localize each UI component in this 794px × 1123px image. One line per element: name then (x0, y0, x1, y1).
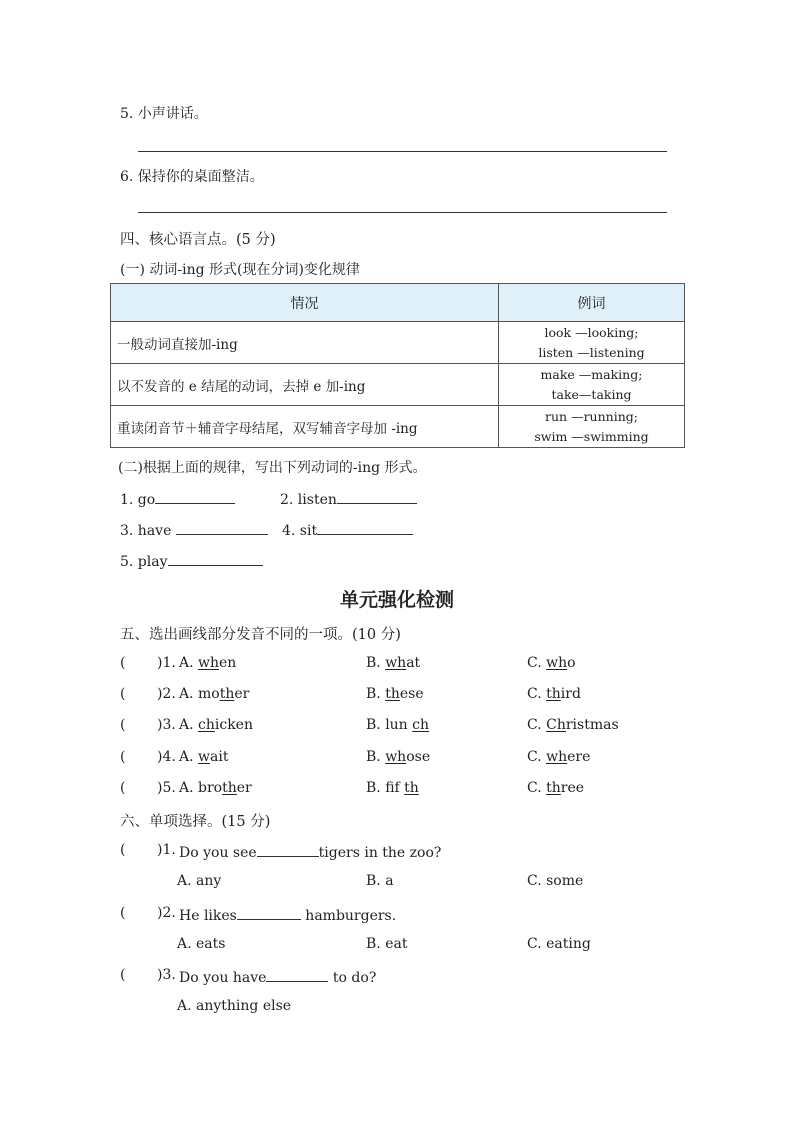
option-a[interactable]: A. brother (179, 780, 252, 796)
answer-blank[interactable] (257, 842, 319, 857)
translation-q6: 6. 保持你的桌面整洁。 (120, 169, 264, 185)
option-a[interactable]: A. wait (179, 749, 229, 765)
paren-open: ( (120, 749, 126, 765)
unit-title: 单元强化检测 (339, 589, 454, 611)
option-b[interactable]: B. what (366, 655, 421, 671)
option-c[interactable]: C. where (527, 749, 591, 765)
option-a[interactable]: A. chicken (179, 717, 253, 733)
question-stem: He likes hamburgers. (179, 905, 396, 924)
option-a[interactable]: A. eats (177, 936, 226, 952)
option-c[interactable]: C. some (527, 873, 584, 889)
table-header-row (111, 284, 685, 322)
question-number: )2. (157, 905, 176, 921)
section5-title: 五、选出画线部分发音不同的一项。(10 分) (120, 627, 401, 643)
option-c[interactable]: C. who (527, 655, 576, 671)
question-number: )5. (157, 780, 176, 796)
rule-situation: 重读闭音节＋辅音字母结尾，双写辅音字母加 -ing (111, 406, 499, 448)
ing-exercise-1 (120, 489, 235, 508)
example-line: make —making; (540, 366, 643, 382)
header-situation: 情况 (111, 284, 499, 322)
option-b[interactable]: B. these (366, 686, 424, 702)
option-b[interactable]: B. a (366, 873, 394, 889)
paren-open: ( (120, 842, 126, 858)
option-b[interactable]: B. whose (366, 749, 431, 765)
example-line: look —looking; (544, 324, 639, 340)
question-stem: Do you see tigers in the zoo? (179, 842, 441, 861)
option-b[interactable]: B. lun ch (366, 717, 430, 733)
ing-exercise-2 (280, 489, 417, 508)
rule-situation: 一般动词直接加-ing (111, 322, 499, 364)
exercise-label: 1. go (120, 492, 156, 508)
question-number: )3. (157, 717, 176, 733)
translation-q5: 5. 小声讲话。 (120, 106, 208, 122)
answer-blank[interactable] (155, 489, 235, 504)
rule-examples (499, 364, 685, 406)
paren-open: ( (120, 780, 126, 796)
ing-exercise-3 (120, 520, 268, 539)
option-c[interactable]: C. third (527, 686, 581, 702)
question-number: )3. (157, 967, 176, 983)
option-b[interactable]: B. eat (366, 936, 408, 952)
question-number: )4. (157, 749, 176, 765)
question-number: )2. (157, 686, 176, 702)
option-a[interactable]: A. when (179, 655, 237, 671)
ing-exercise-5 (120, 551, 263, 570)
rule-examples (499, 406, 685, 448)
exercise-label: 5. play (120, 554, 168, 570)
section4-part2-title: (二)根据上面的规律，写出下列动词的-ing 形式。 (118, 460, 427, 476)
paren-open: ( (120, 967, 126, 983)
question-stem: Do you have to do? (179, 967, 376, 986)
paren-open: ( (120, 655, 126, 671)
section4-part1-title: (一) 动词-ing 形式(现在分词)变化规律 (120, 262, 360, 278)
answer-blank[interactable] (168, 551, 263, 566)
paren-open: ( (120, 717, 126, 733)
table-row (111, 364, 685, 406)
exercise-label: 4. sit (282, 523, 318, 539)
table-row (111, 322, 685, 364)
option-a[interactable]: A. anything else (177, 998, 292, 1014)
answer-line-q5[interactable] (138, 151, 667, 152)
answer-blank[interactable] (337, 489, 417, 504)
answer-blank[interactable] (176, 520, 268, 535)
paren-open: ( (120, 686, 126, 702)
section4-title: 四、核心语言点。(5 分) (120, 232, 276, 248)
answer-blank[interactable] (237, 905, 301, 920)
section6-title: 六、单项选择。(15 分) (120, 814, 271, 830)
ing-exercise-4 (282, 520, 413, 539)
exercise-label: 3. have (120, 523, 172, 539)
rule-situation: 以不发音的 e 结尾的动词，去掉 e 加-ing (111, 364, 499, 406)
option-b[interactable]: B. fif th (366, 780, 419, 796)
option-c[interactable]: C. eating (527, 936, 591, 952)
option-c[interactable]: C. three (527, 780, 585, 796)
answer-blank[interactable] (317, 520, 413, 535)
table-row (111, 406, 685, 448)
option-a[interactable]: A. mother (179, 686, 250, 702)
option-a[interactable]: A. any (177, 873, 222, 889)
answer-line-q6[interactable] (138, 212, 667, 213)
question-number: )1. (157, 842, 176, 858)
ing-rules-table (110, 283, 685, 448)
example-line: run —running; (545, 408, 638, 424)
rule-examples (499, 322, 685, 364)
answer-blank[interactable] (266, 967, 328, 982)
example-line: listen —listening (538, 344, 645, 360)
header-examples: 例词 (499, 284, 685, 322)
question-number: )1. (157, 655, 176, 671)
example-line: swim —swimming (534, 428, 649, 444)
paren-open: ( (120, 905, 126, 921)
option-c[interactable]: C. Christmas (527, 717, 619, 733)
example-line: take—taking (551, 386, 632, 402)
exercise-label: 2. listen (280, 492, 337, 508)
